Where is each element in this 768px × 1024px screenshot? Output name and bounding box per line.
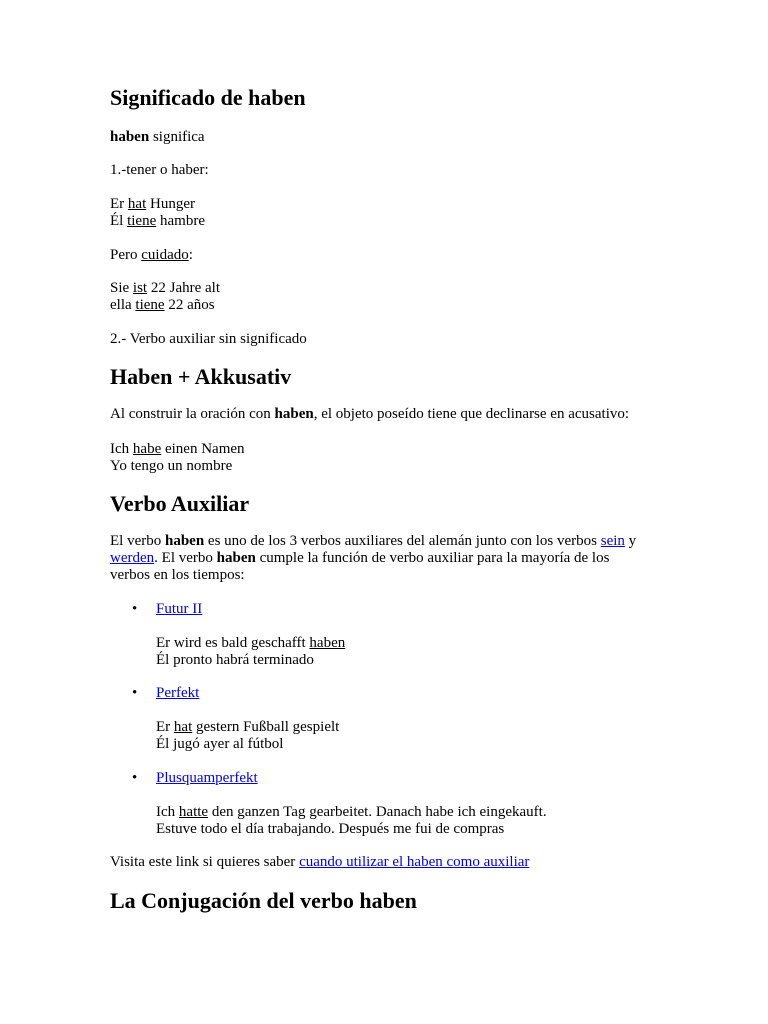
text: gestern Fußball gespielt bbox=[192, 719, 340, 735]
bullet-marker: • bbox=[132, 770, 138, 786]
underlined-ist: ist bbox=[132, 280, 148, 296]
example-yo-tengo: Yo tengo un nombre bbox=[110, 458, 233, 474]
text: Er bbox=[156, 719, 174, 735]
paragraph-tener-haber: 1.-tener o haber: bbox=[110, 162, 209, 178]
text: . El verbo bbox=[154, 550, 217, 566]
underlined-habe: habe bbox=[132, 441, 162, 457]
heading-haben-akkusativ: Haben + Akkusativ bbox=[110, 364, 292, 389]
example-sie-ist bbox=[110, 280, 220, 297]
paragraph-verbo-auxiliar-line3: verbos en los tiempos: bbox=[110, 567, 245, 583]
link-perfekt[interactable]: Perfekt bbox=[156, 685, 200, 701]
paragraph-construir-oracion bbox=[110, 406, 629, 423]
underlined-haben: haben bbox=[309, 635, 346, 651]
heading-conjugacion: La Conjugación del verbo haben bbox=[110, 888, 417, 913]
example-ich-habe bbox=[110, 441, 245, 458]
link-sein[interactable]: sein bbox=[600, 533, 625, 549]
example-es-perfekt: Él jugó ayer al fútbol bbox=[156, 736, 284, 752]
text: den ganzen Tag gearbeitet. Danach habe ich eingekauft. bbox=[208, 804, 547, 820]
example-ella-tiene bbox=[110, 297, 215, 314]
heading-verbo-auxiliar: Verbo Auxiliar bbox=[110, 491, 250, 516]
paragraph-verbo-auxiliar-line2 bbox=[110, 550, 609, 567]
paragraph-verbo-auxiliar-sin-significado: 2.- Verbo auxiliar sin significado bbox=[110, 331, 307, 347]
text: Er bbox=[110, 196, 128, 212]
text: Hunger bbox=[146, 196, 195, 212]
text: y bbox=[624, 533, 637, 549]
link-plusquamperfekt[interactable]: Plusquamperfekt bbox=[156, 770, 258, 786]
example-de-futur bbox=[156, 635, 345, 652]
text: Sie bbox=[110, 280, 133, 296]
text: Visita este link si quieres saber bbox=[110, 854, 300, 870]
text: Er wird es bald geschafft bbox=[156, 635, 310, 651]
bold-haben: haben bbox=[216, 550, 256, 566]
bullet-marker: • bbox=[132, 685, 138, 701]
link-werden[interactable]: werden bbox=[110, 550, 155, 566]
bold-haben: haben bbox=[274, 406, 314, 422]
text: Ich bbox=[156, 804, 179, 820]
example-er-hat-hunger bbox=[110, 196, 195, 213]
text: cumple la función de verbo auxiliar para la mayoría de los bbox=[255, 550, 610, 566]
paragraph-haben-significa bbox=[110, 129, 205, 146]
text: hambre bbox=[156, 213, 205, 229]
text: es uno de los 3 verbos auxiliares del alemán junto con los verbos bbox=[204, 533, 601, 549]
text: einen Namen bbox=[161, 441, 245, 457]
bullet-marker: • bbox=[132, 601, 138, 617]
bold-haben: haben bbox=[164, 533, 205, 549]
text: 22 Jahre alt bbox=[147, 280, 220, 296]
text: 22 años bbox=[164, 297, 215, 313]
text: significa bbox=[149, 129, 205, 145]
link-cuando-utilizar-haben[interactable]: cuando utilizar el haben como auxiliar bbox=[299, 854, 530, 870]
paragraph-pero-cuidado bbox=[110, 247, 193, 264]
example-es-futur: Él pronto habrá terminado bbox=[156, 652, 314, 668]
example-de-perfekt bbox=[156, 719, 339, 736]
underlined-hat: hat bbox=[173, 719, 193, 735]
example-es-plusquamperfekt: Estuve todo el día trabajando. Después me fui de compras bbox=[156, 821, 505, 837]
text: ella bbox=[110, 297, 136, 313]
text: Ich bbox=[110, 441, 133, 457]
underlined-hat: hat bbox=[127, 196, 147, 212]
text: Él bbox=[110, 213, 128, 229]
paragraph-verbo-auxiliar-line1 bbox=[110, 533, 636, 550]
underlined-cuidado: cuidado bbox=[141, 247, 189, 263]
underlined-tiene: tiene bbox=[127, 213, 157, 229]
example-el-tiene-hambre bbox=[110, 213, 205, 230]
heading-significado: Significado de haben bbox=[110, 85, 306, 110]
text: : bbox=[188, 247, 193, 263]
example-de-plusquamperfekt bbox=[156, 804, 547, 821]
text: Pero bbox=[110, 247, 142, 263]
bold-haben: haben bbox=[110, 129, 150, 145]
underlined-hatte: hatte bbox=[178, 804, 209, 820]
text: , el objeto poseído tiene que declinarse en acusativo: bbox=[313, 406, 630, 422]
text: El verbo bbox=[110, 533, 165, 549]
underlined-tiene: tiene bbox=[135, 297, 165, 313]
paragraph-visita-link bbox=[110, 854, 529, 871]
link-futur-ii[interactable]: Futur II bbox=[156, 601, 203, 617]
text: Al construir la oración con bbox=[110, 406, 275, 422]
